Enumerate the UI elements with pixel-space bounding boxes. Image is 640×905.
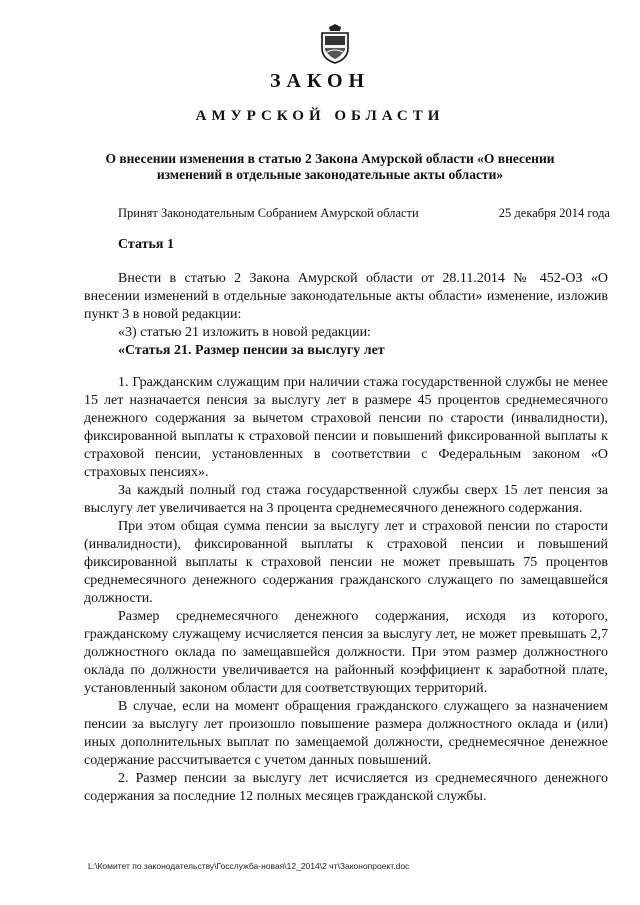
paragraph-item-3: «3) статью 21 изложить в новой редакции: (118, 325, 371, 340)
article-body (84, 270, 608, 806)
adoption-line (118, 206, 610, 221)
law-subject: О внесении изменения в статью 2 Закона Амурской области «О внесении изменений в отдельные законодательные акты области» (105, 151, 555, 182)
paragraph-limit: При этом общая сумма пенсии за выслугу лет и страховой пенсии по старости (инвалидности), фиксированной выплаты к страховой пенсии и повышений фиксированной выплаты к страховой пенсии не может превышать 75 процентов среднемесячного денежного содержания гражданского служащего по замещавшейся должности. (84, 519, 608, 606)
file-path-footer: L:\Комитет по законодательству\Госслужба-новая\12_2014\2 чт\Законопроект.doc (88, 861, 410, 871)
paragraph-salary-increase: В случае, если на момент обращения гражданского служащего за назначением пенсии за выслугу лет произошло повышение размера должностного оклада и (или) иных дополнительных выплат по замещаемой должности, среднемесячное денежное содержание рассчитывается с учетом данных повышений. (84, 699, 608, 768)
paragraph-extra-years: За каждый полный год стажа государственной службы сверх 15 лет пенсия за выслугу лет увеличивается на 3 процента среднемесячного денежного содержания. (84, 483, 608, 516)
paragraph-amendment: Внести в статью 2 Закона Амурской области от 28.11.2014 № 452-ОЗ «О внесении изменений в отдельные законодательные акты области» изменение, изложив пункт 3 в новой редакции: (84, 271, 608, 322)
paragraph-article-21-heading: «Статья 21. Размер пенсии за выслугу лет (118, 343, 385, 358)
adoption-date: 25 декабря 2014 года (498, 206, 610, 220)
law-title: ЗАКОН (269, 70, 371, 92)
paragraph-clause-2: 2. Размер пенсии за выслугу лет исчисляется из среднемесячного денежного содержания за последние 12 полных месяцев гражданской службы. (84, 771, 608, 804)
paragraph-average-salary: Размер среднемесячного денежного содержания, исходя из которого, гражданскому служащему исчисляется пенсия за выслугу лет, не может превышать 2,7 должностного оклада по замещавшейся должности. При этом размер должностного оклада по должности увеличивается на районный коэффициент к заработной плате, установленный законом области для соответствующих территорий. (84, 609, 608, 696)
coat-of-arms-icon (318, 24, 352, 64)
adoption-text: Принят Законодательным Собранием Амурской области (118, 206, 419, 220)
paragraph-clause-1: 1. Гражданским служащим при наличии стажа государственной службы не менее 15 лет назначается пенсия за выслугу лет в размере 45 процентов среднемесячного денежного содержания за вычетом страховой пенсии по старости (инвалидности), фиксированной выплаты к страховой пенсии и повышений фиксированной выплаты к страховой пенсии, установленных в соответствии с Федеральным законом «О страховых пенсиях». (84, 375, 608, 480)
article-heading: Статья 1 (118, 237, 174, 252)
region-name: АМУРСКОЙ ОБЛАСТИ (195, 108, 445, 124)
